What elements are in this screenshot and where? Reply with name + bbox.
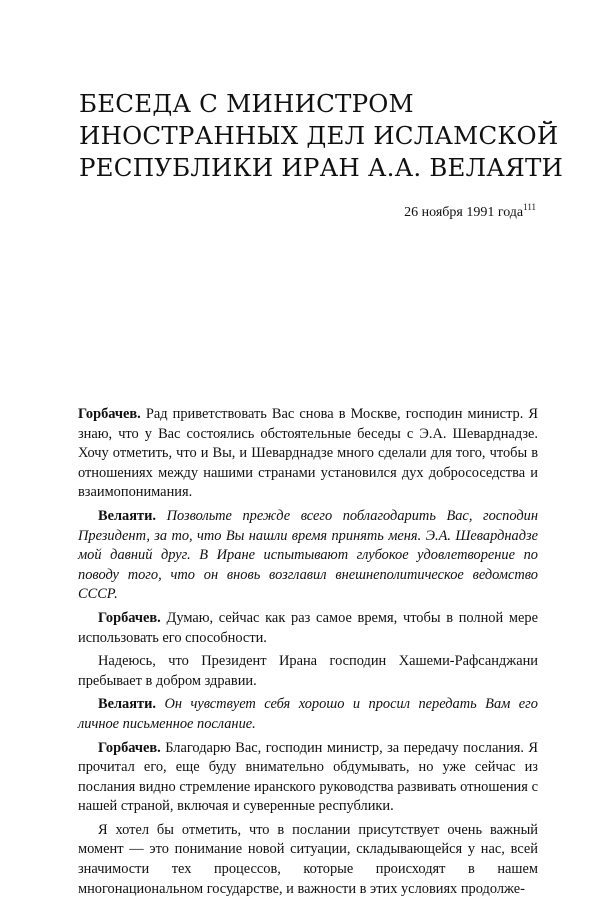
chapter-title-line: ИНОСТРАННЫХ ДЕЛ ИСЛАМСКОЙ	[79, 121, 559, 150]
dialogue-paragraph	[78, 695, 538, 734]
dialogue-paragraph	[78, 405, 538, 503]
speaker-name: Горбачев.	[78, 406, 141, 422]
paragraph-text: Думаю, сейчас как раз самое время, чтобы в полной мере использовать его способности.	[78, 609, 538, 646]
paragraph-text: Надеюсь, что Президент Ирана господин Хашеми-Рафсанджани пребывает в добром здравии.	[78, 653, 538, 689]
speaker-name: Велаяти.	[98, 507, 156, 524]
speaker-name: Горбачев.	[98, 609, 161, 626]
dialogue-paragraph	[78, 821, 538, 899]
meeting-date	[404, 202, 536, 221]
chapter-title-line: БЕСЕДА С МИНИСТРОМ	[79, 89, 414, 118]
paragraph-text: Позвольте прежде всего поблагодарить Вас, господин Президент, за то, что Вы нашли время принять меня. Э.А. Шеварднадзе мой давний друг. В Иране испытывают глубокое удовлетворение по поводу того, что он вновь возглавил внешнеполитическое ведомство СССР.	[78, 507, 538, 603]
dialogue-paragraph	[78, 507, 538, 605]
footnote-marker: 111	[523, 202, 536, 212]
dialogue-paragraph	[78, 609, 538, 648]
paragraph-text: Я хотел бы отметить, что в послании присутствует очень важный момент — это понимание новой ситуации, складывающейся у нас, всей значимости тех процессов, которые происходят в нашем многонациональном государстве, и важности в этих условиях продолже-	[78, 821, 538, 897]
speaker-name: Горбачев.	[98, 739, 161, 756]
dialogue-paragraph	[78, 739, 538, 817]
paragraph-text: Он чувствует себя хорошо и просил передать Вам его личное письменное послание.	[78, 696, 538, 732]
chapter-title-line: РЕСПУБЛИКИ ИРАН А.А. ВЕЛАЯТИ	[79, 153, 564, 182]
dialogue-paragraph	[78, 652, 538, 691]
chapter-title	[79, 88, 564, 184]
speaker-name: Велаяти.	[98, 696, 156, 713]
paragraph-text: Благодарю Вас, господин министр, за передачу послания. Я прочитал его, еще буду внимательно обдумывать, но уже сейчас из послания видно стремление иранского руководства развивать отношения с нашей страной, включая и суверенные республики.	[78, 739, 538, 815]
dialogue-text	[78, 405, 538, 903]
meeting-date-text: 26 ноября 1991 года	[404, 205, 524, 220]
paragraph-text: Рад приветствовать Вас снова в Москве, господин министр. Я знаю, что у Вас состоялись обстоятельные беседы с Э.А. Шеварднадзе. Хочу отметить, что и Вы, и Шеварднадзе много сделали для того, чтобы в отношениях между нашими странами установился дух добрососедства и взаимопонимания.	[78, 406, 538, 501]
